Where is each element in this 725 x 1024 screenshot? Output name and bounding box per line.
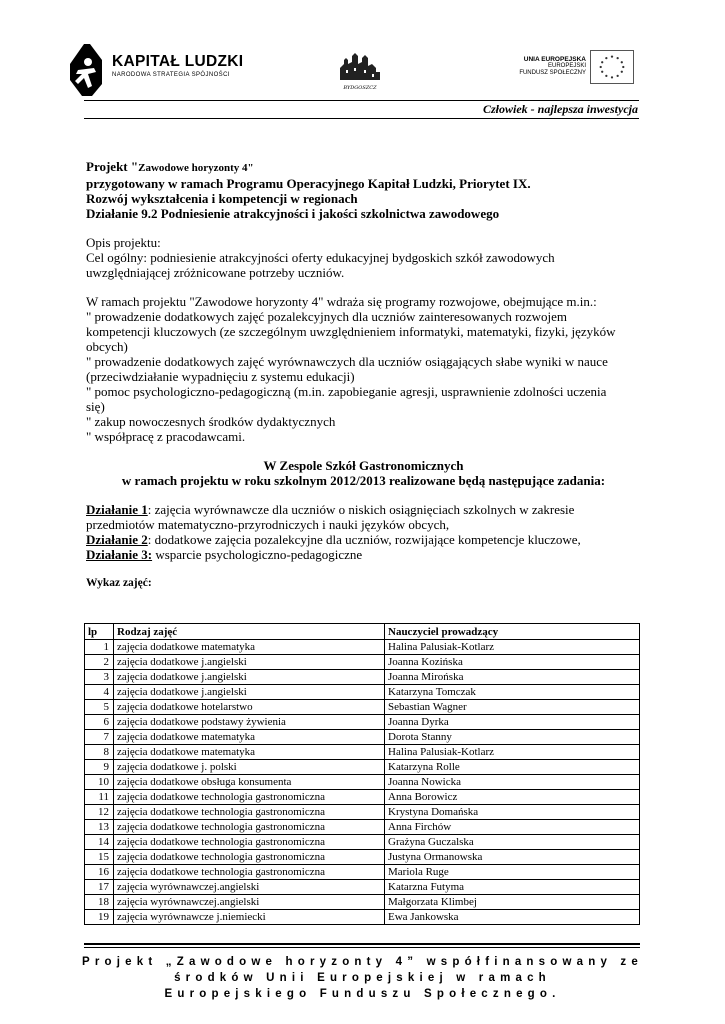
cell-nauczyciel: Ewa Jankowska [385,910,640,925]
measure-line: Działanie 9.2 Podniesienie atrakcyjności i jakości szkolnictwa zawodowego [86,206,500,221]
action-2-label: Działanie 2 [86,532,148,547]
cell-lp: 1 [85,640,114,655]
table-row [85,895,640,910]
table-row [85,880,640,895]
cell-nauczyciel: Katarzyna Tomczak [385,685,640,700]
cell-rodzaj: zajęcia dodatkowe obsługa konsumenta [114,775,385,790]
cell-rodzaj: zajęcia dodatkowe hotelarstwo [114,700,385,715]
school-heading: W Zespole Szkół Gastronomicznych [263,458,464,473]
cell-nauczyciel: Grażyna Guczalska [385,835,640,850]
table-row [85,670,640,685]
page-header [0,0,725,116]
action-2-line [86,532,641,547]
table-body [85,640,640,925]
cell-nauczyciel: Halina Palusiak-Kotlarz [385,745,640,760]
program-line-7: się) [86,399,105,414]
ue-wordmark [498,56,586,77]
cell-lp: 13 [85,820,114,835]
table-row [85,760,640,775]
cell-nauczyciel: Katarzna Futyma [385,880,640,895]
table-row [85,715,640,730]
cell-nauczyciel: Katarzyna Rolle [385,760,640,775]
cell-nauczyciel: Sebastian Wagner [385,700,640,715]
table-row [85,805,640,820]
table-row [85,730,640,745]
footer-line-2: środków Unii Europejskiej w ramach [174,972,551,984]
ue-line3: FUNDUSZ SPOŁECZNY [519,70,586,76]
eu-flag-icon [590,50,634,84]
cell-lp: 11 [85,790,114,805]
footer-line-1: Projekt „Zawodowe horyzonty 4” współfinansowany ze [82,956,643,968]
cell-nauczyciel: Anna Firchów [385,820,640,835]
footer-divider-thin [84,947,640,948]
cell-rodzaj: zajęcia dodatkowe j.angielski [114,655,385,670]
cell-rodzaj: zajęcia dodatkowe j. polski [114,760,385,775]
program-line-5: (przeciwdziałanie wypadnięciu z systemu edukacji) [86,369,355,384]
action-2-text: : dodatkowe zajęcia pozalekcyjne dla uczniów, rozwijające kompetencje kluczowe, [147,532,581,547]
cell-lp: 12 [85,805,114,820]
ue-line2: EUROPEJSKI [547,63,586,69]
cell-nauczyciel: Małgorzata Klimbej [385,895,640,910]
table-row [85,790,640,805]
classes-table [84,623,640,925]
cell-rodzaj: zajęcia wyrównawczej.angielski [114,880,385,895]
footer-line-3: Europejskiego Funduszu Społecznego. [164,988,561,1000]
header-rodzaj: Rodzaj zajęć [114,624,385,640]
cell-nauczyciel: Joanna Nowicka [385,775,640,790]
program-line-9: " współpracę z pracodawcami. [86,429,246,444]
cell-lp: 6 [85,715,114,730]
cell-lp: 10 [85,775,114,790]
bydgoszcz-label: BYDGOSZCZ [343,85,377,91]
cell-rodzaj: zajęcia dodatkowe j.angielski [114,685,385,700]
cell-rodzaj: zajęcia wyrównawczej.angielski [114,895,385,910]
cell-nauczyciel: Dorota Stanny [385,730,640,745]
ue-line1: UNIA EUROPEJSKA [523,56,586,63]
project-title-line [86,159,641,176]
header-tagline: Człowiek - najlepsza inwestycja [482,102,638,116]
action-3-text: wsparcie psychologiczno-pedagogiczne [152,547,363,562]
cell-lp: 14 [85,835,114,850]
program-line-6: " pomoc psychologiczno-pedagogiczną (m.in. zapobieganie agresji, usprawnienie zdolności uczenia [86,384,607,399]
program-line-0: W ramach projektu "Zawodowe horyzonty 4" wdraża się programy rozwojowe, obejmujące m.in.: [86,294,597,309]
cell-lp: 3 [85,670,114,685]
cell-nauczyciel: Joanna Mirońska [385,670,640,685]
table-row [85,835,640,850]
kapital-ludzki-title: KAPITAŁ LUDZKI [112,53,244,70]
table-row [85,685,640,700]
cell-lp: 16 [85,865,114,880]
cell-rodzaj: zajęcia dodatkowe technologia gastronomiczna [114,805,385,820]
program-line-8: " zakup nowoczesnych środków dydaktycznych [86,414,336,429]
cell-nauczyciel: Anna Borowicz [385,790,640,805]
cell-rodzaj: zajęcia dodatkowe technologia gastronomiczna [114,850,385,865]
cell-lp: 19 [85,910,114,925]
cell-lp: 7 [85,730,114,745]
cell-nauczyciel: Halina Palusiak-Kotlarz [385,640,640,655]
cell-rodzaj: zajęcia dodatkowe matematyka [114,640,385,655]
cell-rodzaj: zajęcia dodatkowe technologia gastronomiczna [114,865,385,880]
table-row [85,745,640,760]
bydgoszcz-logo-icon [336,50,384,92]
cell-rodzaj: zajęcia dodatkowe technologia gastronomiczna [114,790,385,805]
program-line-4: " prowadzenie dodatkowych zajęć wyrównawczych dla uczniów osiągających słabe wyniki w nauce [86,354,608,369]
action-1-label: Działanie 1 [86,502,148,517]
project-name: Zawodowe horyzonty 4" [138,162,254,174]
header-divider [84,100,639,101]
table-row [85,700,640,715]
priority-line: Rozwój wykształcenia i kompetencji w regionach [86,191,358,206]
cell-lp: 5 [85,700,114,715]
program-line-1: " prowadzenie dodatkowych zajęć pozalekcyjnych dla uczniów zainteresowanych rozwojem [86,309,568,324]
table-row [85,850,640,865]
cell-lp: 2 [85,655,114,670]
table-row [85,775,640,790]
cell-rodzaj: zajęcia dodatkowe matematyka [114,745,385,760]
cell-nauczyciel: Joanna Dyrka [385,715,640,730]
cell-lp: 15 [85,850,114,865]
school-subheading: w ramach projektu w roku szkolnym 2012/2013 realizowane będą następujące zadania: [121,473,606,488]
table-row [85,910,640,925]
table-row [85,655,640,670]
program-line-3: obcych) [86,339,128,354]
cell-rodzaj: zajęcia dodatkowe technologia gastronomiczna [114,835,385,850]
table-header-row [85,624,640,640]
cell-lp: 17 [85,880,114,895]
cell-rodzaj: zajęcia wyrównawcze j.niemiecki [114,910,385,925]
cell-lp: 4 [85,685,114,700]
table-row [85,820,640,835]
cell-nauczyciel: Justyna Ormanowska [385,850,640,865]
header-nauczyciel: Nauczyciel prowadzący [385,624,640,640]
cell-lp: 9 [85,760,114,775]
cell-rodzaj: zajęcia dodatkowe technologia gastronomiczna [114,820,385,835]
program-line: przygotowany w ramach Programu Operacyjnego Kapitał Ludzki, Priorytet IX. [86,176,531,191]
cel-line-1: Cel ogólny: podniesienie atrakcyjności oferty edukacyjnej bydgoskich szkół zawodowych [86,250,555,265]
document-body [86,159,641,591]
cell-rodzaj: zajęcia dodatkowe matematyka [114,730,385,745]
cell-lp: 8 [85,745,114,760]
cell-nauczyciel: Krystyna Domańska [385,805,640,820]
footer-text [70,954,655,1002]
table-row [85,640,640,655]
table-row [85,865,640,880]
tagline-divider [84,118,639,119]
wykaz-label: Wykaz zajęć: [86,577,152,589]
cell-nauczyciel: Joanna Kozińska [385,655,640,670]
kapital-ludzki-subtitle: NARODOWA STRATEGIA SPÓJNOŚCI [112,72,230,78]
action-3-label: Działanie 3: [86,547,153,562]
cell-nauczyciel: Mariola Ruge [385,865,640,880]
action-1-text: : zajęcia wyrównawcze dla uczniów o niskich osiągnięciach szkolnych w zakresie [147,502,575,517]
cell-lp: 18 [85,895,114,910]
action-1-line-1 [86,502,641,517]
action-3-line [86,547,641,562]
project-prefix: Projekt " [86,159,139,174]
cel-line-2: uwzględniającej zróżnicowane potrzeby uczniów. [86,265,345,280]
header-lp: lp [85,624,114,640]
action-1-line-2: przedmiotów matematyczno-przyrodniczych i nauki języków obcych, [86,517,450,532]
kapital-ludzki-logo-icon [66,44,106,96]
footer-divider-thick [84,943,640,945]
cell-rodzaj: zajęcia dodatkowe podstawy żywienia [114,715,385,730]
cell-rodzaj: zajęcia dodatkowe j.angielski [114,670,385,685]
kapital-ludzki-wordmark [112,54,243,78]
program-line-2: kompetencji kluczowych (ze szczególnym uwzględnieniem informatyki, matematyki, fizyki, języków [86,324,616,339]
opis-heading: Opis projektu: [86,235,161,250]
